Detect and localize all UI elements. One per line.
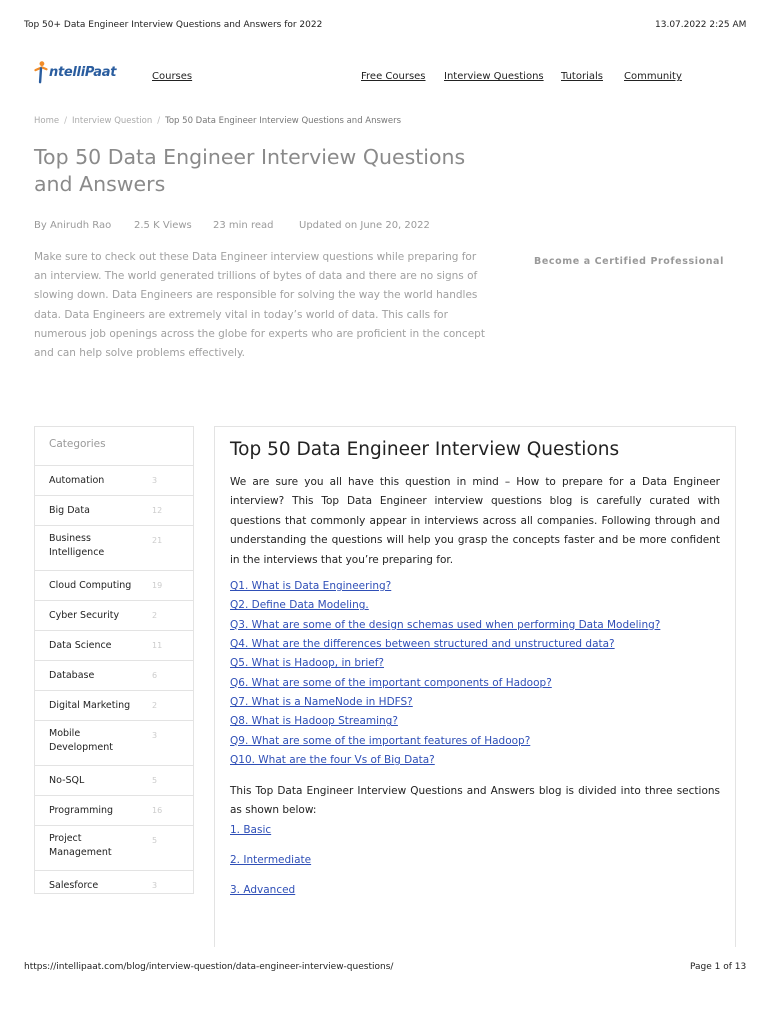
sidebar-item-label: Cloud Computing	[49, 580, 132, 591]
page-title: Top 50 Data Engineer Interview Questions and Answers	[34, 145, 466, 196]
logo-figure-icon	[34, 60, 48, 84]
nav-free-courses[interactable]: Free Courses	[361, 71, 426, 82]
logo-wordmark-rest: ntelliPaat	[49, 64, 117, 80]
sidebar-item[interactable]	[35, 825, 193, 871]
print-footer-page: Page 1 of 13	[690, 962, 747, 972]
sidebar-item[interactable]	[35, 525, 193, 571]
list-item	[230, 732, 660, 751]
sidebar-item-label: Programming	[49, 805, 114, 816]
logo-wordmark	[49, 65, 116, 80]
sidebar-item[interactable]	[35, 765, 193, 796]
categories-heading: Categories	[49, 438, 106, 450]
sidebar-item-count: 19	[152, 581, 163, 590]
sidebar-item-count: 21	[152, 536, 163, 545]
question-link-8[interactable]: Q8. What is Hadoop Streaming?	[230, 715, 398, 728]
list-item	[230, 654, 660, 673]
content-intro: We are sure you all have this question in mind – How to prepare for a Data Engineer interview? This Top Data Engineer interview questions blog is carefully curated with questions that commonly appear in interviews across all companies. Following through and understanding the questions will help you grasp the concepts faster and be more confident in the interviews that you’re preparing for.	[230, 476, 720, 566]
sidebar-item-label: Mobile Development	[49, 728, 113, 753]
article-intro: Make sure to check out these Data Engineer interview questions while preparing for an interview. The world generated trillions of bytes of data and there are no signs of slowing down. Data Engineers are responsible for solving the way the world handles data. Data Engineers are extremely vital in today’s world of data. This calls for numerous job openings across the globe for experts who are proficient in the concept and can help solve problems effectively.	[34, 251, 485, 360]
sidebar-item-count: 3	[152, 881, 158, 890]
sidebar-item-label: Data Science	[49, 640, 112, 651]
breadcrumb	[34, 116, 401, 126]
sidebar-item-label: Automation	[49, 475, 105, 486]
breadcrumb-separator: /	[64, 116, 67, 126]
nav-tutorials[interactable]: Tutorials	[561, 71, 603, 82]
sidebar-item-count: 12	[152, 506, 163, 515]
question-list	[230, 577, 660, 770]
sidebar-item-count: 16	[152, 806, 163, 815]
sidebar-item[interactable]	[35, 630, 193, 661]
question-link-6[interactable]: Q6. What are some of the important components of Hadoop?	[230, 676, 552, 689]
nav-interview-questions[interactable]: Interview Questions	[444, 71, 544, 82]
print-header-datetime: 13.07.2022 2:25 AM	[655, 20, 747, 30]
sidebar-item-count: 6	[152, 671, 158, 680]
section-link-basic[interactable]: 1. Basic	[230, 824, 272, 836]
list-item	[230, 751, 660, 770]
categories-sidebar	[34, 426, 194, 894]
question-link-7[interactable]: Q7. What is a NameNode in HDFS?	[230, 696, 413, 709]
list-item	[230, 616, 660, 635]
list-item	[230, 577, 660, 596]
sidebar-item-label: Database	[49, 670, 95, 681]
print-header-title: Top 50+ Data Engineer Interview Questions and Answers for 2022	[24, 20, 323, 30]
sidebar-item[interactable]	[35, 570, 193, 601]
question-link-3[interactable]: Q3. What are some of the design schemas used when performing Data Modeling?	[230, 618, 661, 631]
sidebar-item[interactable]	[35, 600, 193, 631]
list-item	[230, 635, 660, 654]
sidebar-item[interactable]	[35, 795, 193, 826]
list-item	[230, 596, 660, 615]
sidebar-item-label: Business Intelligence	[49, 533, 105, 558]
intellipaat-logo[interactable]	[34, 60, 116, 84]
sidebar-item-label: Digital Marketing	[49, 700, 131, 711]
question-link-9[interactable]: Q9. What are some of the important features of Hadoop?	[230, 734, 531, 747]
read-time: 23 min read	[213, 220, 274, 231]
sidebar-item[interactable]	[35, 495, 193, 526]
sidebar-item[interactable]	[35, 720, 193, 766]
sidebar-item-count: 3	[152, 731, 158, 740]
section-heading: Top 50 Data Engineer Interview Questions	[230, 439, 620, 460]
question-link-5[interactable]: Q5. What is Hadoop, in brief?	[230, 657, 384, 670]
sidebar-item-count: 2	[152, 611, 158, 620]
author[interactable]: By Anirudh Rao	[34, 220, 112, 231]
question-link-10[interactable]: Q10. What are the four Vs of Big Data?	[230, 754, 435, 767]
question-link-4[interactable]: Q4. What are the differences between structured and unstructured data?	[230, 638, 615, 651]
sections-intro: This Top Data Engineer Interview Questions and Answers blog is divided into three sections as shown below:	[230, 785, 720, 817]
print-footer-url: https://intellipaat.com/blog/interview-question/data-engineer-interview-questions/	[24, 962, 394, 972]
content-panel	[214, 426, 736, 947]
breadcrumb-current: Top 50 Data Engineer Interview Questions and Answers	[165, 116, 402, 126]
list-item	[230, 712, 660, 731]
section-link-intermediate[interactable]: 2. Intermediate	[230, 854, 312, 866]
breadcrumb-separator: /	[157, 116, 161, 126]
become-certified-button[interactable]: Become a Certified Professional	[534, 256, 724, 267]
sidebar-item-label: Cyber Security	[49, 610, 120, 621]
sidebar-item-label: Project Management	[49, 833, 112, 858]
views-count: 2.5 K Views	[134, 220, 192, 231]
sidebar-item-label: Big Data	[49, 505, 90, 516]
list-item	[230, 693, 660, 712]
sidebar-item-count: 11	[152, 641, 163, 650]
sidebar-item-count: 3	[152, 476, 158, 485]
sidebar-item-count: 2	[152, 701, 158, 710]
question-link-1[interactable]: Q1. What is Data Engineering?	[230, 580, 392, 592]
section-link-advanced[interactable]: 3. Advanced	[230, 884, 296, 896]
sidebar-item-count: 5	[152, 776, 158, 785]
sidebar-item-count: 5	[152, 836, 158, 845]
sidebar-item[interactable]	[35, 690, 193, 721]
updated-date: Updated on June 20, 2022	[299, 220, 430, 231]
sidebar-item[interactable]	[35, 870, 193, 894]
sidebar-item-label: Salesforce	[49, 880, 99, 891]
list-item	[230, 674, 660, 693]
breadcrumb-interview-question[interactable]: Interview Question	[71, 116, 153, 126]
nav-courses[interactable]: Courses	[152, 71, 193, 82]
breadcrumb-home[interactable]: Home	[34, 116, 60, 126]
nav-community[interactable]: Community	[624, 71, 682, 82]
question-link-2[interactable]: Q2. Define Data Modeling.	[230, 599, 369, 612]
sidebar-item[interactable]	[35, 660, 193, 691]
sidebar-item-label: No-SQL	[49, 775, 85, 786]
sidebar-item[interactable]	[35, 465, 193, 496]
